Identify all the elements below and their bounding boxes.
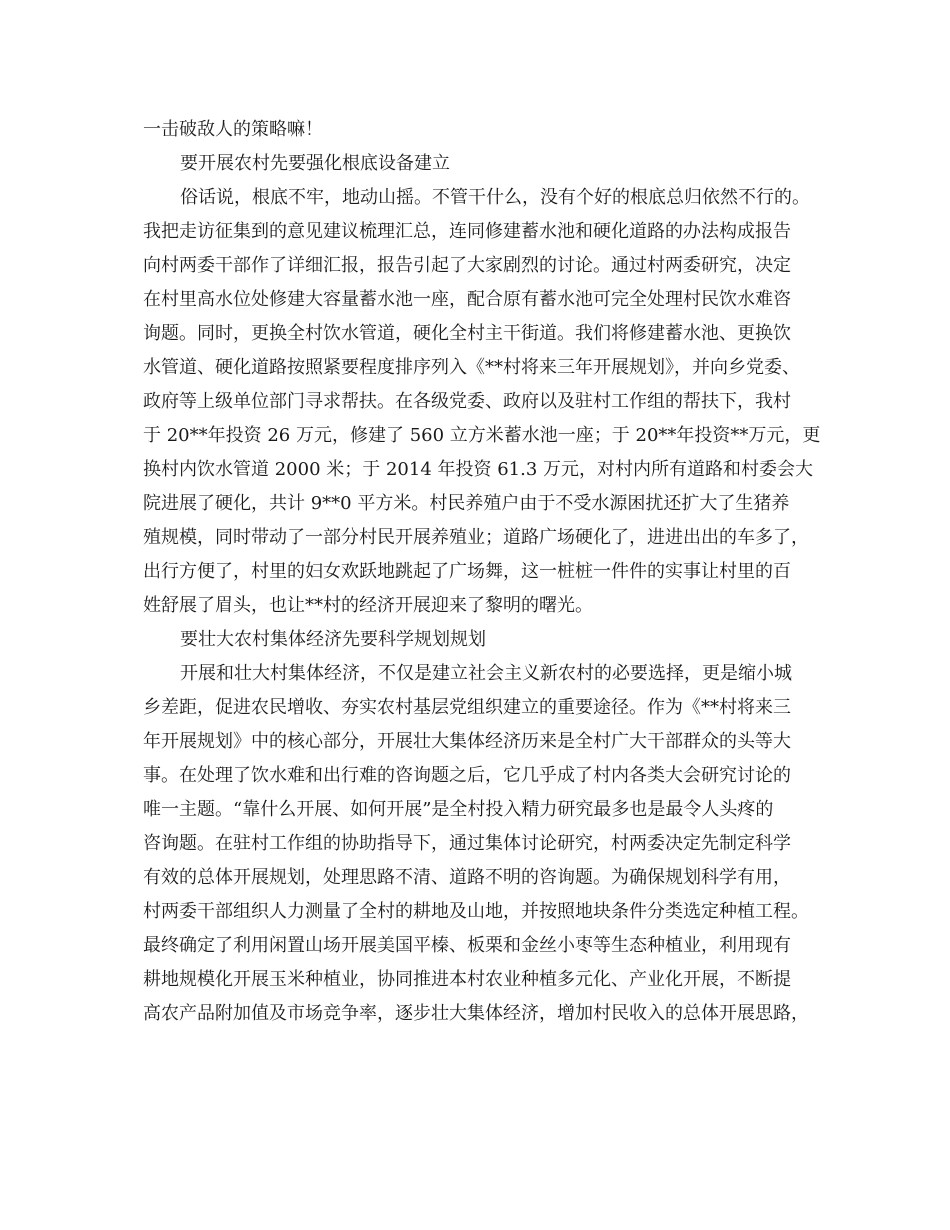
- text-line: 于 20**年投资 26 万元，修建了 560 立方米蓄水池一座；于 20**年投资**万元，更: [143, 425, 821, 446]
- text-line: 水管道、硬化道路按照紧要程度排序列入《**村将来三年开展规划》，并向乡党委、: [143, 357, 800, 378]
- text-line: 唯一主题。“靠什么开展、如何开展”是全村投入精力研究最多也是最令人头疼的: [143, 799, 774, 820]
- text-line: 一击破敌人的策略嘛！: [143, 119, 323, 140]
- text-line: 咨询题。在驻村工作组的协助指导下，通过集体讨论研究，村两委决定先制定科学: [143, 833, 791, 854]
- text-line: 村两委干部组织人力测量了全村的耕地及山地，并按照地块条件分类选定种植工程。: [143, 901, 809, 922]
- section-heading: 要开展农村先要强化根底设备建立: [180, 153, 450, 174]
- text-line: 乡差距，促进农民增收、夯实农村基层党组织建立的重要途径。作为《**村将来三: [143, 697, 791, 718]
- text-line: 有效的总体开展规划，处理思路不清、道路不明的咨询题。为确保规划科学有用，: [143, 867, 791, 888]
- text-line: 事。在处理了饮水难和出行难的咨询题之后，它几乎成了村内各类大会研究讨论的: [143, 765, 791, 786]
- section-heading: 要壮大农村集体经济先要科学规划规划: [180, 629, 486, 650]
- text-line: 姓舒展了眉头，也让**村的经济开展迎来了黎明的曙光。: [143, 595, 593, 616]
- text-line: 耕地规模化开展玉米种植业，协同推进本村农业种植多元化、产业化开展，不断提: [143, 969, 791, 990]
- text-line: 最终确定了利用闲置山场开展美国平榛、板栗和金丝小枣等生态种植业，利用现有: [143, 935, 791, 956]
- text-line: 询题。同时，更换全村饮水管道，硬化全村主干街道。我们将修建蓄水池、更换饮: [143, 323, 791, 344]
- text-line: 换村内饮水管道 2000 米；于 2014 年投资 61.3 万元，对村内所有道路和村委会大: [143, 459, 814, 480]
- text-line: 我把走访征集到的意见建议梳理汇总，连同修建蓄水池和硬化道路的办法构成报告: [143, 221, 791, 242]
- text-line: 开展和壮大村集体经济，不仅是建立社会主义新农村的必要选择，更是缩小城: [180, 663, 792, 684]
- text-line: 出行方便了，村里的妇女欢跃地跳起了广场舞，这一桩桩一件件的实事让村里的百: [143, 561, 791, 582]
- text-line: 殖规模，同时带动了一部分村民开展养殖业；道路广场硬化了，进进出出的车多了，: [143, 527, 809, 548]
- text-line: 高农产品附加值及市场竞争率，逐步壮大集体经济，增加村民收入的总体开展思路，: [143, 1003, 809, 1024]
- text-line: 年开展规划》中的核心部分，开展壮大集体经济历来是全村广大干部群众的头等大: [143, 731, 791, 752]
- text-line: 政府等上级单位部门寻求帮扶。在各级党委、政府以及驻村工作组的帮扶下，我村: [143, 391, 791, 412]
- text-line: 向村两委干部作了详细汇报，报告引起了大家剧烈的讨论。通过村两委研究，决定: [143, 255, 791, 276]
- text-line: 在村里高水位处修建大容量蓄水池一座，配合原有蓄水池可完全处理村民饮水难咨: [143, 289, 791, 310]
- text-line: 俗话说，根底不牢，地动山摇。不管干什么，没有个好的根底总归依然不行的。: [180, 187, 810, 208]
- text-line: 院进展了硬化，共计 9**0 平方米。村民养殖户由于不受水源困扰还扩大了生猪养: [143, 493, 790, 514]
